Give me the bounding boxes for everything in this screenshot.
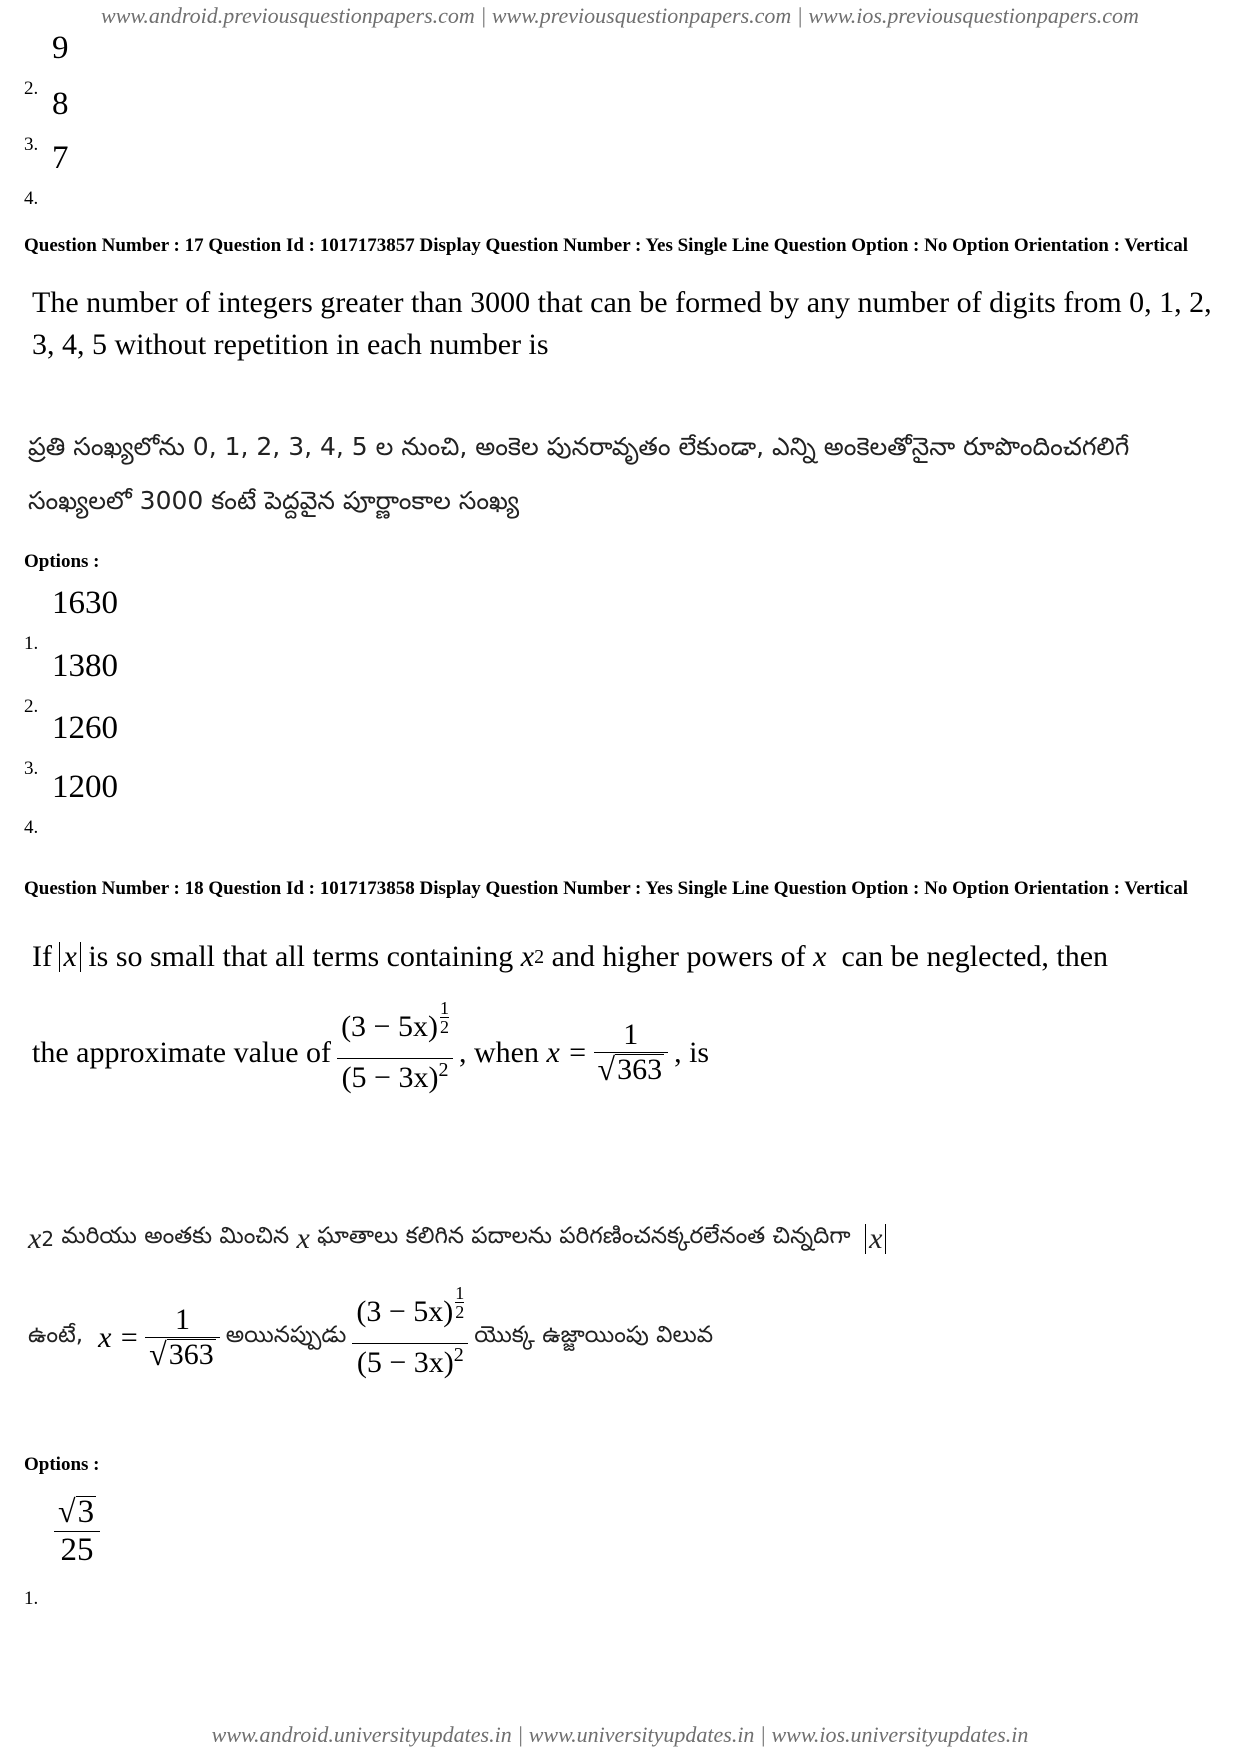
variable-x: x [28,1222,42,1255]
question-17-text-telugu: ప్రతి సంఖ్యలోను 0, 1, 2, 3, 4, 5 ల నుంచి, అంకెల పునరావృతం లేకుండా, ఎన్ని అంకెలతోనైనా రూపొందించగలిగే సంఖ్యలలో 3000 కంటే పెద్దవైన పూర్ణాంకాల సంఖ్య [28,432,1130,515]
option-value [54,1494,100,1569]
exponent: 2 [41,1227,55,1251]
text-fragment: అయినప్పుడు [225,1321,347,1348]
option-item [24,769,324,839]
text-fragment: If [32,940,52,973]
option-number: 2. [24,78,39,99]
x-value-fraction [145,1303,220,1373]
sqrt: √ 363 [597,1050,663,1087]
variable-x: x [296,1222,310,1255]
numerator: 1 [174,1302,190,1336]
question-18-english-line1 [32,940,1108,974]
question-17-text-english: The number of integers greater than 3000 that can be formed by any number of digits from 0, 1, 2, 3, 4, 5 without repetition in each number is [32,286,1212,361]
exponent: 2 [438,1059,449,1081]
x-value-fraction [594,1018,669,1088]
option-value: 8 [52,86,69,122]
question-18-telugu-line1 [28,1222,886,1256]
option-number: 4. [24,188,39,209]
numerator: (3 − 5x) [341,1010,438,1043]
denominator: (5 − 3x) [356,1346,454,1379]
sqrt: √ 363 [149,1335,214,1372]
text-fragment: , when [458,1035,539,1069]
option-number: 1. [24,1588,39,1609]
text-fragment: can be neglected, then [841,940,1109,973]
numerator: 1 [623,1017,639,1051]
variable-x: x [813,940,827,973]
option-item [24,140,324,210]
text-fragment: is so small that all terms containing [88,940,514,973]
option-item [24,585,324,655]
half-exponent: $\frac{1}{2}$ [439,998,449,1037]
question-18-meta: Question Number : 18 Question Id : 1017173858 Display Question Number : Yes Single Line Question Option : No Option Orientation : Vertical [24,878,1189,899]
question-17-meta: Question Number : 17 Question Id : 1017173857 Display Question Number : Yes Single Line Question Option : No Option Orientation : Vertical [24,235,1189,256]
option-number: 4. [24,817,39,838]
exponent: 2 [453,1344,464,1366]
question-18-english-line2 [32,998,710,1095]
option-value: 7 [52,140,69,176]
denominator: (5 − 3x) [341,1061,439,1094]
expression-fraction [352,1283,468,1380]
options-label: Options : [24,551,100,572]
options-label: Options : [24,1454,100,1475]
text-fragment: and higher powers of [551,940,806,973]
text-fragment: మరియు అంతకు మించిన [61,1223,290,1249]
half-exponent: $\frac{1}{2}$ [455,1283,465,1322]
text-fragment: ఘాతాలు కలిగిన పదాలను పరిగణించనక్కరలేనంత చిన్నదిగా [317,1223,851,1249]
option-value: 1200 [52,769,118,805]
question-18-telugu-line2 [28,1283,714,1380]
text-fragment: the approximate value of [32,1035,332,1069]
x-equals: x = [546,1035,588,1069]
exponent: 2 [534,945,545,968]
expression-fraction [337,998,453,1095]
option-value: 9 [52,30,69,66]
variable-x: x [520,940,535,973]
numerator: (3 − 5x) [356,1295,454,1328]
option-value: 1380 [52,648,118,684]
footer-watermark: www.android.universityupdates.in | www.universityupdates.in | www.ios.universityupdates.in [211,1722,1029,1747]
option-item [24,648,324,718]
numerator: 3 [77,1494,95,1530]
option-value: 1630 [52,585,118,621]
option-number: 3. [24,758,39,779]
text-fragment: యొక్క ఉజ్జాయింపు విలువ [474,1321,714,1348]
denominator: 25 [60,1532,94,1568]
option-item [24,1490,324,1610]
option-fraction: √ 3 25 [54,1494,100,1569]
option-number: 2. [24,696,39,717]
option-number: 3. [24,134,39,155]
abs-x: x [865,1224,886,1254]
text-fragment: ఉంటే, [28,1321,84,1348]
x-equals: x = [98,1320,140,1354]
header-watermark: www.android.previousquestionpapers.com | www.previousquestionpapers.com | www.ios.previousquestionpapers.com [101,3,1139,28]
text-fragment: , is [674,1035,710,1069]
option-number: 1. [24,633,39,654]
abs-x: x [59,942,80,972]
option-value: 1260 [52,710,118,746]
